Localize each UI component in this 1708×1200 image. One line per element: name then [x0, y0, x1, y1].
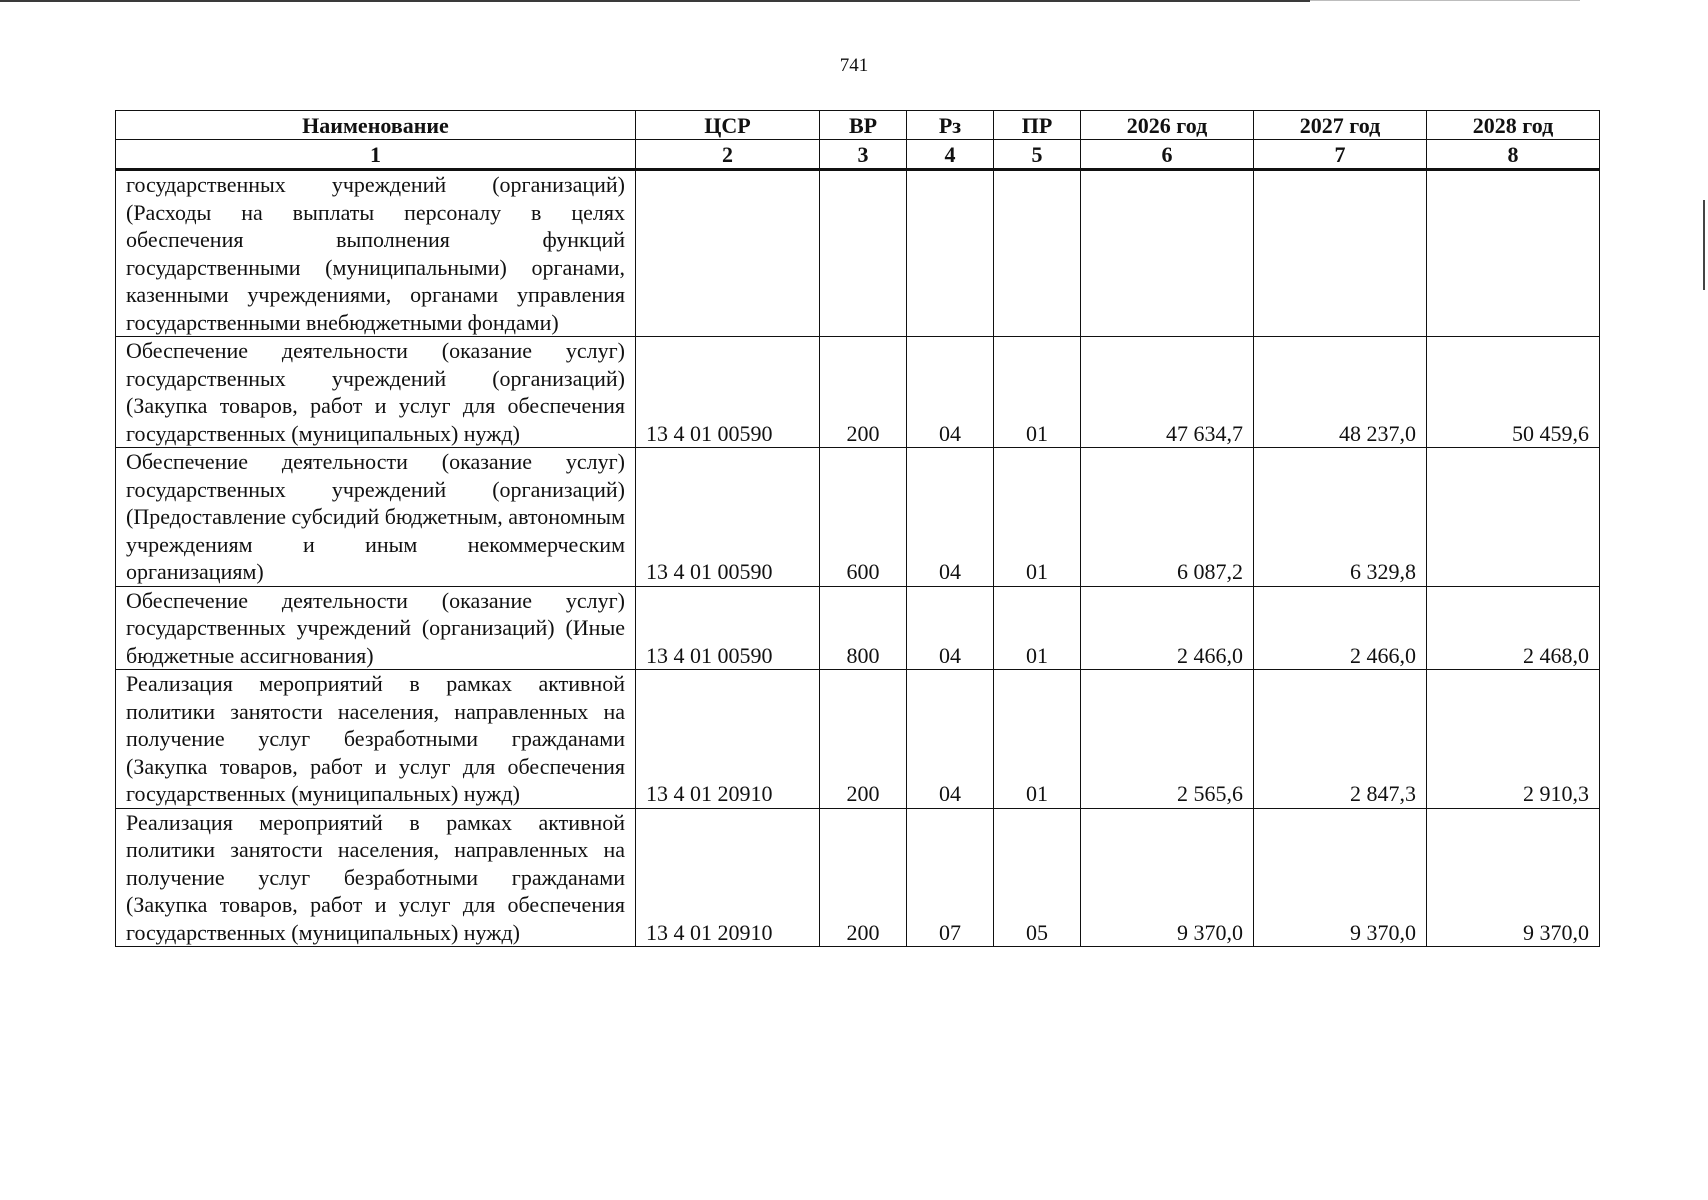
header-2027: 2027 год: [1254, 111, 1427, 140]
table-header: [116, 111, 1600, 170]
row-2027: 6 329,8: [1254, 448, 1427, 587]
row-name: Обеспечение деятельности (оказание услуг) государственных учреждений (организаций) (Предоставление субсидий бюджетным, автономным учреждениям и иным некоммерческим организациям): [116, 448, 636, 587]
row-csr: 13 4 01 00590: [636, 586, 820, 670]
page-number: 741: [839, 55, 869, 76]
row-csr: [636, 170, 820, 337]
row-pr: [994, 170, 1081, 337]
row-csr: 13 4 01 00590: [636, 448, 820, 587]
row-pr: 01: [994, 337, 1081, 448]
row-2028: 9 370,0: [1427, 808, 1600, 947]
table-row: [116, 808, 1600, 947]
scan-edge-top: [0, 0, 1310, 2]
table-row: [116, 586, 1600, 670]
row-name: Обеспечение деятельности (оказание услуг) государственных учреждений (организаций) (Иные бюджетные ассигнования): [116, 586, 636, 670]
scan-edge-top-light: [1310, 0, 1580, 1]
table-row: [116, 170, 1600, 337]
row-name: государственных учреждений (организаций) (Расходы на выплаты персоналу в целях обеспечения выполнения функций государственными (муниципальными) органами, казенными учреждениями, органами управления государственными внебюджетными фондами): [116, 170, 636, 337]
header-csr: ЦСР: [636, 111, 820, 140]
row-2026: 2 466,0: [1081, 586, 1254, 670]
table-row: [116, 448, 1600, 587]
row-2027: 2 847,3: [1254, 670, 1427, 809]
table-row: [116, 337, 1600, 448]
budget-table: [115, 110, 1600, 947]
row-name: Реализация мероприятий в рамках активной политики занятости населения, направленных на получение услуг безработными гражданами (Закупка товаров, работ и услуг для обеспечения государственных (муниципальных) нужд): [116, 670, 636, 809]
row-rz: 04: [907, 337, 994, 448]
row-2028: [1427, 170, 1600, 337]
column-number: 2: [636, 140, 820, 170]
row-2026: 2 565,6: [1081, 670, 1254, 809]
row-vr: 200: [820, 337, 907, 448]
row-vr: 200: [820, 808, 907, 947]
row-2026: 6 087,2: [1081, 448, 1254, 587]
row-2027: 2 466,0: [1254, 586, 1427, 670]
row-rz: [907, 170, 994, 337]
row-2026: 9 370,0: [1081, 808, 1254, 947]
row-2027: 48 237,0: [1254, 337, 1427, 448]
row-vr: 200: [820, 670, 907, 809]
row-pr: 05: [994, 808, 1081, 947]
header-vr: ВР: [820, 111, 907, 140]
row-csr: 13 4 01 00590: [636, 337, 820, 448]
row-vr: 600: [820, 448, 907, 587]
row-2027: 9 370,0: [1254, 808, 1427, 947]
header-row: [116, 111, 1600, 140]
row-2026: 47 634,7: [1081, 337, 1254, 448]
row-2028: 2 468,0: [1427, 586, 1600, 670]
column-number: 6: [1081, 140, 1254, 170]
column-number: 5: [994, 140, 1081, 170]
row-2028: 2 910,3: [1427, 670, 1600, 809]
column-number: 4: [907, 140, 994, 170]
row-name: Реализация мероприятий в рамках активной политики занятости населения, направленных на получение услуг безработными гражданами (Закупка товаров, работ и услуг для обеспечения государственных (муниципальных) нужд): [116, 808, 636, 947]
row-2028: 50 459,6: [1427, 337, 1600, 448]
row-rz: 07: [907, 808, 994, 947]
table-row: [116, 670, 1600, 809]
row-2028: [1427, 448, 1600, 587]
column-number: 8: [1427, 140, 1600, 170]
header-name: Наименование: [116, 111, 636, 140]
table-body: [116, 170, 1600, 947]
row-2027: [1254, 170, 1427, 337]
column-number: 1: [116, 140, 636, 170]
header-rz: Рз: [907, 111, 994, 140]
header-2026: 2026 год: [1081, 111, 1254, 140]
row-csr: 13 4 01 20910: [636, 670, 820, 809]
row-2026: [1081, 170, 1254, 337]
row-vr: 800: [820, 586, 907, 670]
column-number: 7: [1254, 140, 1427, 170]
column-number: 3: [820, 140, 907, 170]
row-rz: 04: [907, 448, 994, 587]
row-csr: 13 4 01 20910: [636, 808, 820, 947]
row-pr: 01: [994, 586, 1081, 670]
row-rz: 04: [907, 586, 994, 670]
header-2028: 2028 год: [1427, 111, 1600, 140]
row-pr: 01: [994, 448, 1081, 587]
row-vr: [820, 170, 907, 337]
row-name: Обеспечение деятельности (оказание услуг) государственных учреждений (организаций) (Закупка товаров, работ и услуг для обеспечения государственных (муниципальных) нужд): [116, 337, 636, 448]
column-number-row: [116, 140, 1600, 170]
row-rz: 04: [907, 670, 994, 809]
scan-edge-right: [1703, 200, 1705, 290]
header-pr: ПР: [994, 111, 1081, 140]
row-pr: 01: [994, 670, 1081, 809]
